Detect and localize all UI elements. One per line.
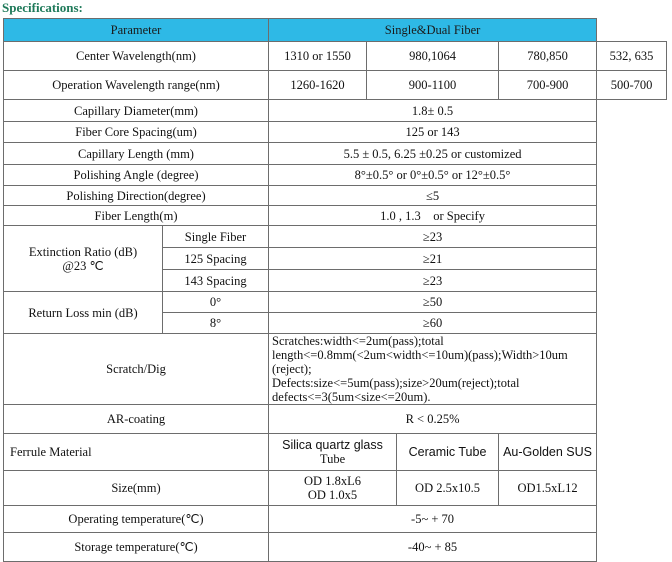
cell-center-wavelength-1: 1310 or 1550 (269, 42, 367, 71)
scratch-dig-line-3: Defects:size<=5um(pass);size>20um(reject);total (272, 376, 520, 390)
label-fiber-core-spacing: Fiber Core Spacing(um) (4, 122, 269, 143)
row-operating-temperature (4, 506, 667, 533)
ferrule-silica-line2: Tube (319, 452, 346, 466)
value-ferrule-ceramic: Ceramic Tube (397, 434, 499, 471)
cell-operation-wavelength-2: 900-1100 (367, 71, 499, 100)
row-storage-temperature (4, 533, 667, 562)
value-extinction-single: ≥23 (269, 226, 597, 248)
ferrule-silica-line1: Silica quartz glass (282, 438, 383, 452)
label-scratch-dig: Scratch/Dig (4, 334, 269, 405)
row-scratch-dig (4, 334, 667, 405)
sub-extinction-125: 125 Spacing (163, 248, 269, 270)
size-silica-line2: OD 1.0x5 (307, 488, 358, 502)
value-size-ceramic: OD 2.5x10.5 (397, 471, 499, 506)
header-row (4, 19, 667, 42)
row-capillary-diameter (4, 100, 667, 122)
scratch-dig-line-4: defects<=3(5um<size<=20um). (272, 390, 431, 404)
sub-extinction-single: Single Fiber (163, 226, 269, 248)
label-capillary-length: Capillary Length (mm) (4, 143, 269, 165)
row-ferrule-material (4, 434, 667, 471)
value-operating-temperature: -5~ + 70 (269, 506, 597, 533)
scratch-dig-line-1: Scratches:width<=2um(pass);total (272, 334, 444, 348)
label-capillary-diameter: Capillary Diameter(mm) (4, 100, 269, 122)
value-ar-coating: R < 0.25% (269, 405, 597, 434)
section-title: Specifications: (2, 0, 83, 15)
row-operation-wavelength (4, 71, 667, 100)
label-ferrule-material: Ferrule Material (4, 434, 269, 471)
cell-center-wavelength-4: 532, 635 (597, 42, 667, 71)
cell-operation-wavelength-4: 500-700 (597, 71, 667, 100)
value-storage-temperature: -40~ + 85 (269, 533, 597, 562)
value-return-loss-8: ≥60 (269, 313, 597, 334)
sub-extinction-143: 143 Spacing (163, 270, 269, 292)
sub-return-loss-8: 8° (163, 313, 269, 334)
label-size: Size(mm) (4, 471, 269, 506)
value-fiber-length: 1.0 , 1.3 or Specify (269, 206, 597, 226)
row-fiber-core-spacing (4, 122, 667, 143)
cell-center-wavelength-2: 980,1064 (367, 42, 499, 71)
row-capillary-length (4, 143, 667, 165)
label-center-wavelength: Center Wavelength(nm) (4, 42, 269, 71)
row-fiber-length (4, 206, 667, 226)
cell-center-wavelength-3: 780,850 (499, 42, 597, 71)
row-return-loss-0 (4, 292, 667, 313)
label-ar-coating: AR-coating (4, 405, 269, 434)
label-fiber-length: Fiber Length(m) (4, 206, 269, 226)
value-ferrule-silica (269, 434, 397, 471)
row-ar-coating (4, 405, 667, 434)
label-operation-wavelength: Operation Wavelength range(nm) (4, 71, 269, 100)
scratch-dig-line-2: length<=0.8mm(<2um<width<=10um)(pass);Width>10um (reject); (272, 348, 568, 376)
value-ferrule-au-golden: Au-Golden SUS (499, 434, 597, 471)
value-fiber-core-spacing: 125 or 143 (269, 122, 597, 143)
label-operating-temperature: Operating temperature(℃) (4, 506, 269, 533)
row-polishing-angle (4, 165, 667, 186)
label-extinction-ratio (4, 226, 163, 292)
size-silica-line1: OD 1.8xL6 (304, 474, 361, 488)
label-extinction-ratio-line2: @23 ℃ (62, 258, 104, 273)
value-polishing-angle: 8°±0.5° or 0°±0.5° or 12°±0.5° (269, 165, 597, 186)
sub-return-loss-0: 0° (163, 292, 269, 313)
value-scratch-dig (269, 334, 597, 405)
label-storage-temperature: Storage temperature(℃) (4, 533, 269, 562)
row-center-wavelength (4, 42, 667, 71)
label-polishing-angle: Polishing Angle (degree) (4, 165, 269, 186)
value-size-au-golden: OD1.5xL12 (499, 471, 597, 506)
label-polishing-direction: Polishing Direction(degree) (4, 186, 269, 206)
value-capillary-length: 5.5 ± 0.5, 6.25 ±0.25 or customized (269, 143, 597, 165)
value-extinction-125: ≥21 (269, 248, 597, 270)
row-extinction-single (4, 226, 667, 248)
row-polishing-direction (4, 186, 667, 206)
value-polishing-direction: ≤5 (269, 186, 597, 206)
label-return-loss: Return Loss min (dB) (4, 292, 163, 334)
header-single-dual-fiber: Single&Dual Fiber (269, 19, 597, 42)
value-return-loss-0: ≥50 (269, 292, 597, 313)
value-size-silica (269, 471, 397, 506)
value-extinction-143: ≥23 (269, 270, 597, 292)
label-extinction-ratio-line1: Extinction Ratio (dB) (28, 244, 138, 259)
cell-operation-wavelength-1: 1260-1620 (269, 71, 367, 100)
cell-operation-wavelength-3: 700-900 (499, 71, 597, 100)
row-size (4, 471, 667, 506)
specifications-table (3, 18, 667, 562)
header-parameter: Parameter (4, 19, 269, 42)
value-capillary-diameter: 1.8± 0.5 (269, 100, 597, 122)
